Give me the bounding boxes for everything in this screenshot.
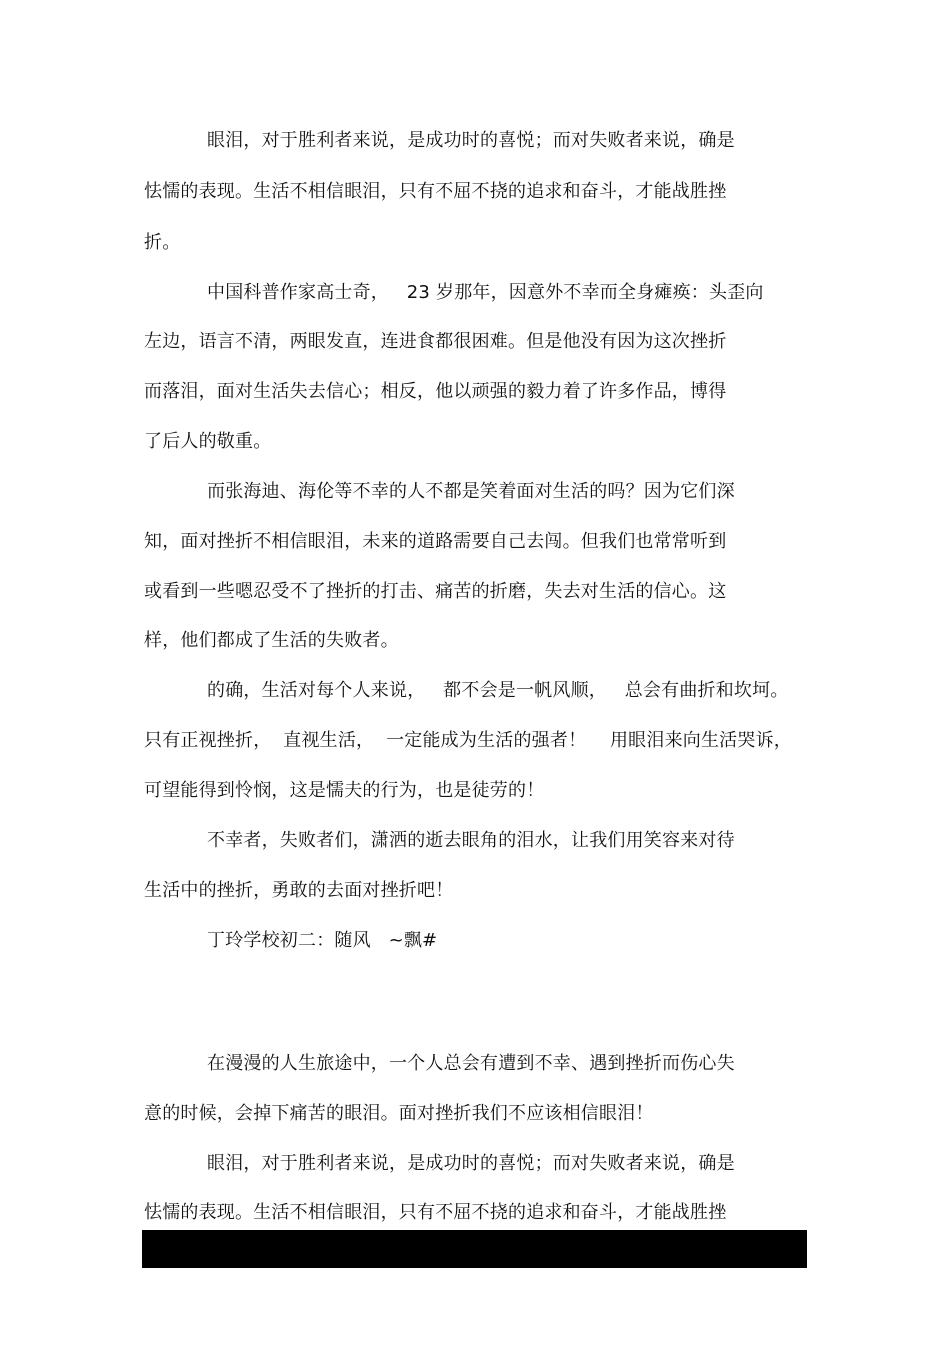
- author-signature: 丁玲学校初二：随风 ~飘#: [207, 930, 438, 951]
- text-line: 在漫漫的人生旅途中，一个人总会有遭到不幸、遇到挫折而伤心失: [207, 1053, 735, 1074]
- text-line: 样，他们都成了生活的失败者。: [144, 630, 399, 651]
- text-line: 生活中的挫折，勇敢的去面对挫折吧！: [144, 880, 454, 901]
- text-line: 意的时候，会掉下痛苦的眼泪。面对挫折我们不应该相信眼泪！: [144, 1103, 654, 1124]
- text-line: 而张海迪、海伦等不幸的人不都是笑着面对生活的吗？因为它们深: [207, 481, 735, 502]
- text-line: 不幸者，失败者们，潇洒的逝去眼角的泪水，让我们用笑容来对待: [207, 830, 735, 851]
- text-line: 左边，语言不清，两眼发直，连进食都很困难。但是他没有因为这次挫折: [144, 331, 727, 352]
- text-line: 的确，生活对每个人来说， 都不会是一帆风顺， 总会有曲折和坎坷。: [207, 680, 789, 701]
- text-line: 怯懦的表现。生活不相信眼泪，只有不屈不挠的追求和奋斗，才能战胜挫: [144, 181, 727, 202]
- text-line: 知，面对挫折不相信眼泪，未来的道路需要自己去闯。但我们也常常听到: [144, 531, 727, 552]
- text-line: 或看到一些嗯忍受不了挫折的打击、痛苦的折磨，失去对生活的信心。这: [144, 581, 727, 602]
- text-line: 了后人的敬重。: [144, 431, 272, 452]
- text-line: 可望能得到怜悯，这是懦夫的行为，也是徒劳的！: [144, 780, 545, 801]
- text-line: 折。: [144, 232, 181, 253]
- text-line: 中国科普作家高士奇， 23 岁那年，因意外不幸而全身瘫痪：头歪向: [207, 282, 764, 303]
- text-line: 而落泪，面对生活失去信心；相反，他以顽强的毅力着了许多作品，博得: [144, 381, 727, 402]
- text-line: 眼泪，对于胜利者来说，是成功时的喜悦；而对失败者来说，确是: [207, 130, 735, 151]
- text-line: 只有正视挫折， 直视生活， 一定能成为生活的强者！ 用眼泪来向生活哭诉，: [144, 730, 792, 751]
- redaction-bar: [142, 1230, 807, 1268]
- text-line: 怯懦的表现。生活不相信眼泪，只有不屈不挠的追求和奋斗，才能战胜挫: [144, 1202, 727, 1223]
- text-line: 眼泪，对于胜利者来说，是成功时的喜悦；而对失败者来说，确是: [207, 1153, 735, 1174]
